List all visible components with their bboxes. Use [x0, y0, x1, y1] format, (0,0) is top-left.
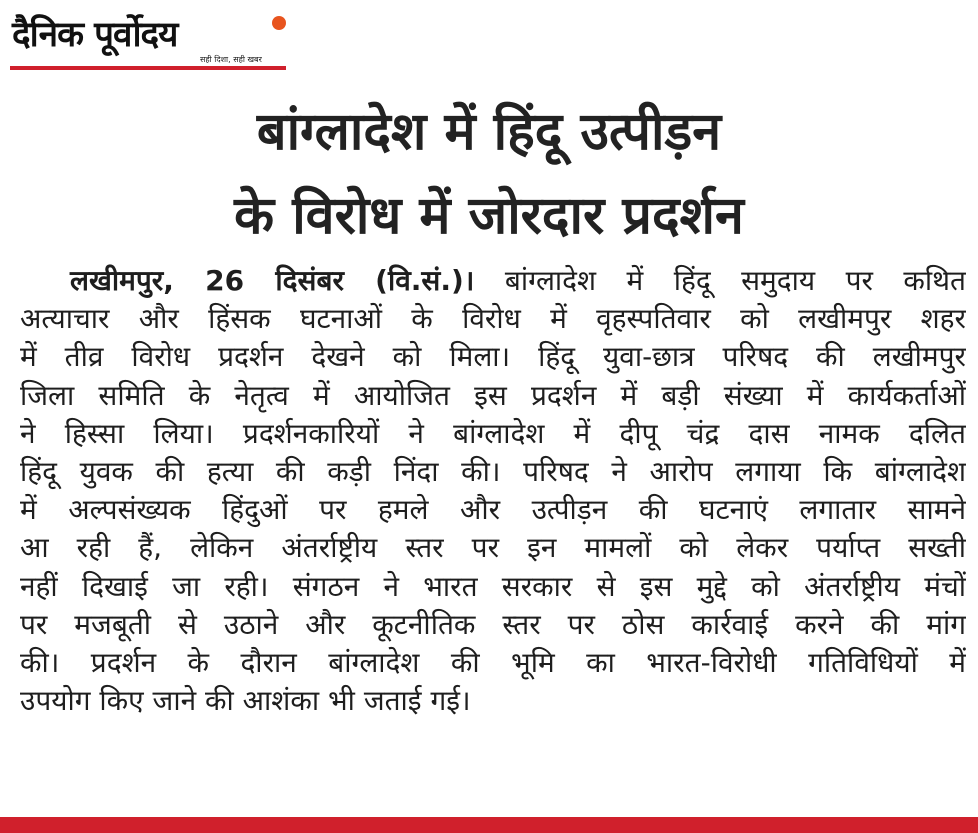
- article-line-6: हिंदू युवक की हत्या की कड़ी निंदा की। परिषद ने आरोप लगाया कि बांग्लादेश: [20, 454, 966, 488]
- article-line-12: उपयोग किए जाने की आशंका भी जताई गई।: [20, 684, 471, 718]
- article-line-1: [20, 262, 966, 300]
- article-line-8: आ रही हैं, लेकिन अंतर्राष्ट्रीय स्तर पर इन मामलों को लेकर पर्याप्त सख्ती: [20, 531, 966, 565]
- headline: [0, 90, 978, 258]
- masthead: [10, 10, 286, 72]
- article-line-10: पर मजबूती से उठाने और कूटनीतिक स्तर पर ठोस कार्रवाई करने की मांग: [20, 607, 966, 641]
- article-line-9: नहीं दिखाई जा रही। संगठन ने भारत सरकार से इस मुद्दे को अंतर्राष्ट्रीय मंचों: [20, 569, 966, 603]
- logo-dot-icon: [272, 16, 286, 30]
- article-line-11: की। प्रदर्शन के दौरान बांग्लादेश की भूमि का भारत-विरोधी गतिविधियों में: [20, 645, 966, 679]
- headline-line-2: के विरोध में जोरदार प्रदर्शन: [234, 186, 744, 246]
- article-body: [20, 262, 966, 720]
- article-line-7: में अल्पसंख्यक हिंदुओं पर हमले और उत्पीड़न की घटनाएं लगातार सामने: [20, 493, 966, 527]
- article-line-2: अत्याचार और हिंसक घटनाओं के विरोध में वृहस्पतिवार को लखीमपुर शहर: [20, 302, 966, 336]
- article-line-1-text: बांग्लादेश में हिंदू समुदाय पर कथित: [474, 264, 966, 297]
- masthead-rule: [10, 66, 286, 70]
- dateline: लखीमपुर, 26 दिसंबर (वि.सं.)।: [70, 264, 475, 297]
- article-line-4: जिला समिति के नेतृत्व में आयोजित इस प्रदर्शन में बड़ी संख्या में कार्यकर्ताओं: [20, 378, 966, 412]
- headline-line-1: बांग्लादेश में हिंदू उत्पीड़न: [256, 102, 722, 162]
- article-line-3: में तीव्र विरोध प्रदर्शन देखने को मिला। हिंदू युवा-छात्र परिषद की लखीमपुर: [20, 340, 966, 374]
- bottom-rule: [0, 817, 978, 833]
- tagline: सही दिशा, सही खबर: [200, 55, 262, 64]
- article-line-5: ने हिस्सा लिया। प्रदर्शनकारियों ने बांग्लादेश में दीपू चंद्र दास नामक दलित: [20, 416, 966, 450]
- newspaper-logo: दैनिक पूर्वोदय: [12, 15, 178, 55]
